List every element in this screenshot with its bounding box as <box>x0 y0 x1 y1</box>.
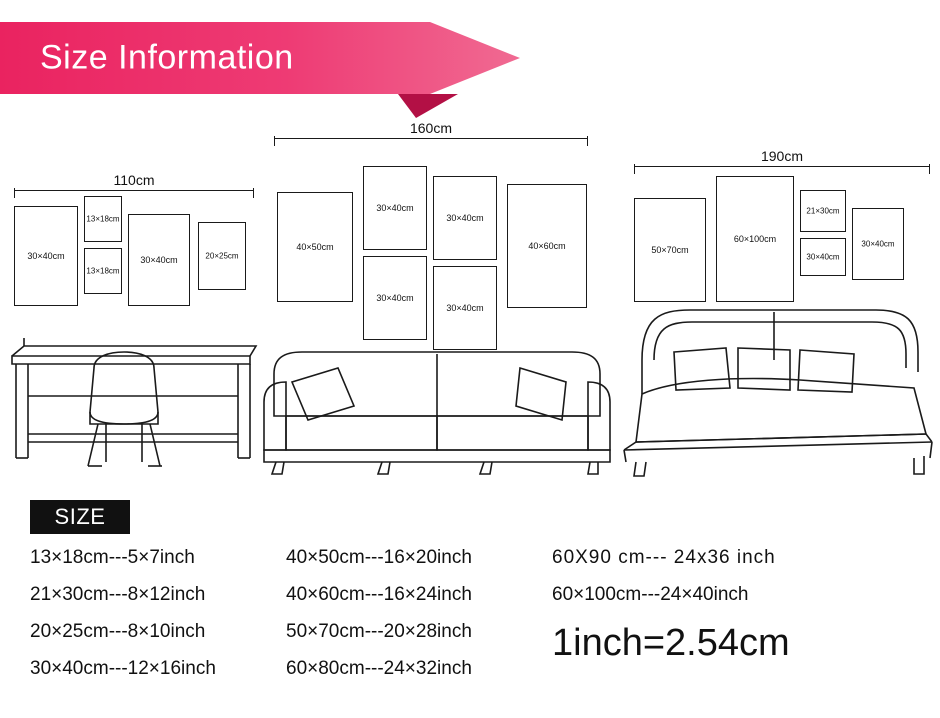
frame-bed-4 <box>800 238 846 276</box>
legend-item: 50×70cm---20×28inch <box>286 620 472 642</box>
size-tag: SIZE <box>30 500 130 534</box>
desk-width-value: 110cm <box>106 172 163 188</box>
bed-illustration <box>614 302 934 478</box>
frame-desk-3 <box>84 248 122 294</box>
legend-item: 60×80cm---24×32inch <box>286 657 472 679</box>
legend-column-3 <box>552 548 776 622</box>
frame-sofa-5-label: 30×40cm <box>446 303 484 313</box>
dimension-line <box>634 166 930 167</box>
legend-column-1 <box>30 548 216 696</box>
bed-width-label <box>634 148 930 164</box>
legend-item: 13×18cm---5×7inch <box>30 547 195 568</box>
frame-desk-4-label: 30×40cm <box>140 255 178 265</box>
frame-desk-5 <box>198 222 246 290</box>
legend-column-2 <box>286 548 472 696</box>
inch-conversion-equation: 1inch=2.54cm <box>552 622 790 664</box>
frame-desk-1-label: 30×40cm <box>27 251 65 261</box>
frame-sofa-4-label: 30×40cm <box>446 213 484 223</box>
frame-sofa-3-label: 30×40cm <box>376 293 414 303</box>
legend-item: 40×60cm---16×24inch <box>286 583 472 605</box>
frame-desk-4 <box>128 214 190 306</box>
frame-bed-4-label: 30×40cm <box>806 252 840 262</box>
sofa-width-dimension <box>274 120 588 144</box>
legend-item: 20×25cm---8×10inch <box>30 620 206 642</box>
desk-and-chair-illustration <box>6 338 256 478</box>
frame-sofa-1-label: 40×50cm <box>296 242 334 252</box>
frame-bed-5 <box>852 208 904 280</box>
sofa-width-value: 160cm <box>402 120 460 136</box>
frame-desk-1 <box>14 206 78 306</box>
frame-sofa-2-label: 30×40cm <box>376 203 414 213</box>
desk-width-dimension <box>14 172 254 196</box>
dimension-line <box>14 190 254 191</box>
legend-item: 60X90 cm--- 24x36 inch <box>552 547 776 568</box>
frame-sofa-6 <box>507 184 587 308</box>
frame-bed-3-label: 21×30cm <box>806 206 840 216</box>
frame-desk-3-label: 13×18cm <box>86 266 120 276</box>
frame-desk-2-label: 13×18cm <box>86 214 120 224</box>
frame-bed-1 <box>634 198 706 302</box>
frame-bed-2 <box>716 176 794 302</box>
page-title: Size Information <box>40 38 294 77</box>
frame-sofa-4 <box>433 176 497 260</box>
frame-bed-5-label: 30×40cm <box>861 239 895 249</box>
frame-bed-2-label: 60×100cm <box>733 234 777 244</box>
bed-width-dimension <box>634 148 930 172</box>
bed-width-value: 190cm <box>753 148 811 164</box>
frame-bed-1-label: 50×70cm <box>651 245 689 255</box>
frame-desk-2 <box>84 196 122 242</box>
banner-fold-shape <box>398 94 458 118</box>
frame-sofa-2 <box>363 166 427 250</box>
frame-desk-5-label: 20×25cm <box>205 251 239 261</box>
frame-sofa-6-label: 40×60cm <box>528 241 566 251</box>
frame-sofa-3 <box>363 256 427 340</box>
desk-width-label <box>14 172 254 188</box>
legend-item: 30×40cm---12×16inch <box>30 657 216 679</box>
sofa-illustration <box>262 338 612 480</box>
sofa-width-label <box>274 120 588 136</box>
frame-sofa-1 <box>277 192 353 302</box>
header-banner <box>0 22 520 94</box>
legend-item: 60×100cm---24×40inch <box>552 583 749 605</box>
legend-item: 21×30cm---8×12inch <box>30 583 206 605</box>
dimension-line <box>274 138 588 139</box>
legend-item: 40×50cm---16×20inch <box>286 547 472 568</box>
frame-bed-3 <box>800 190 846 232</box>
